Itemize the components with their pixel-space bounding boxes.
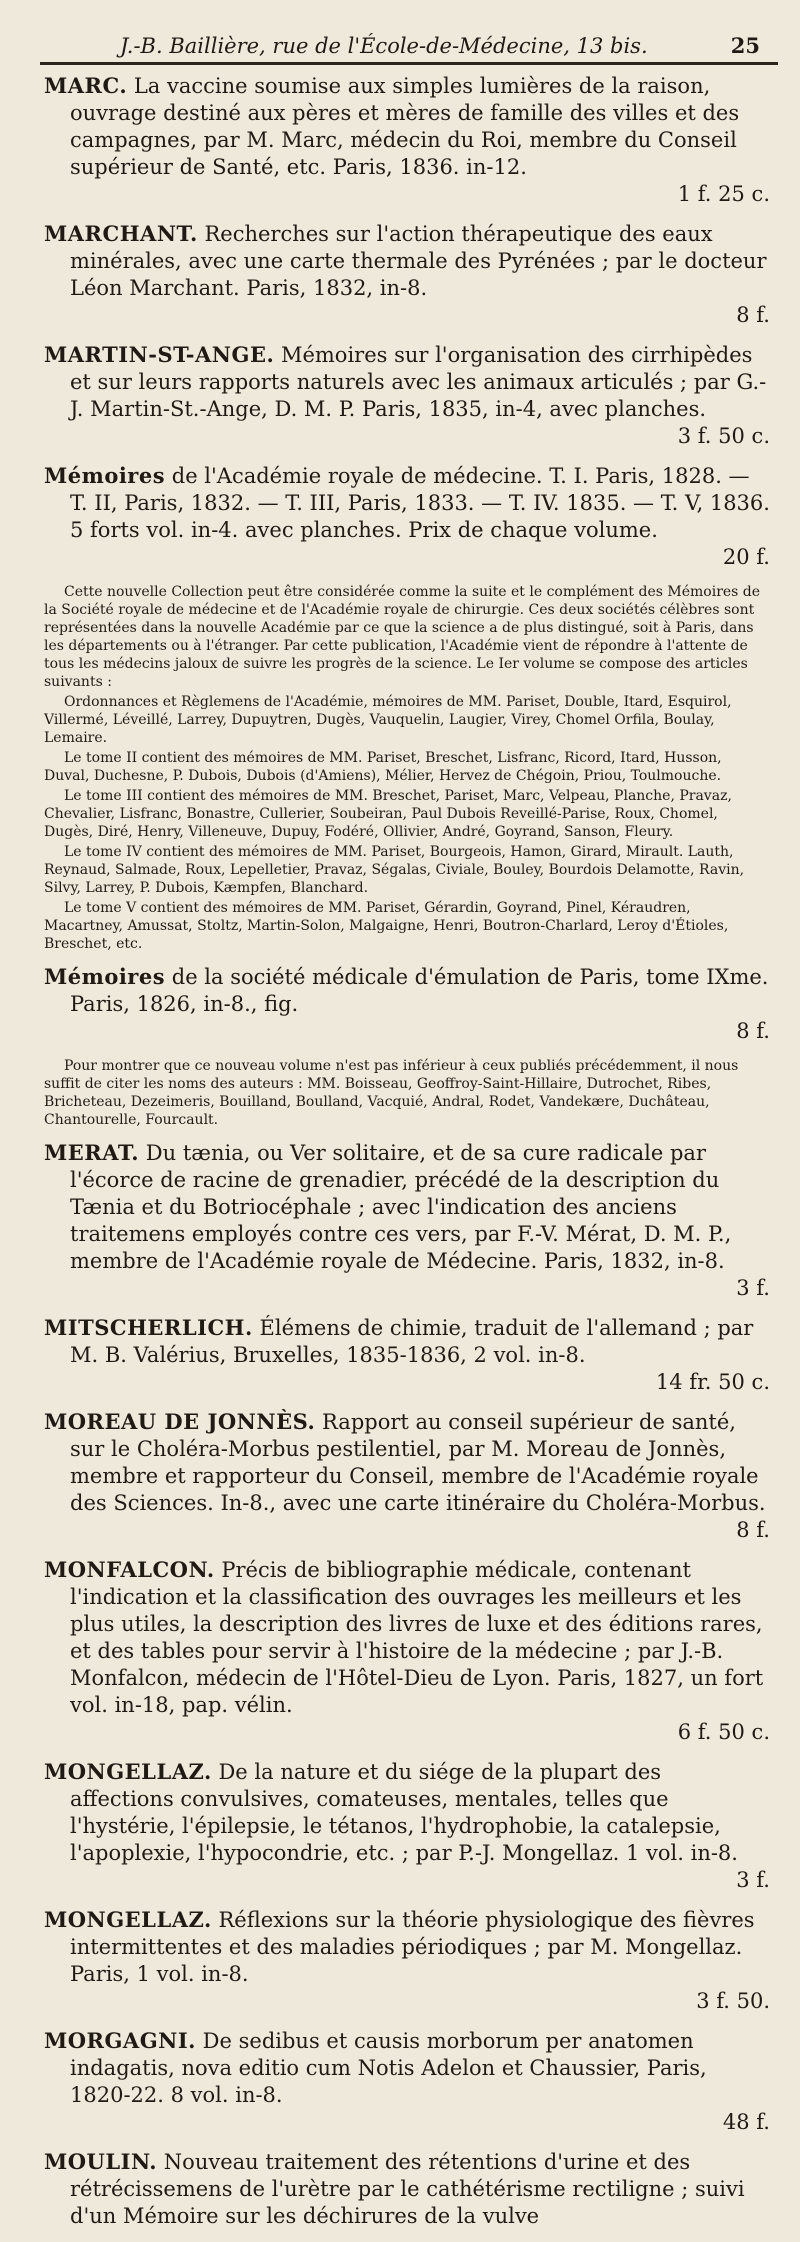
- entry-price: 48 f.: [722, 2110, 770, 2134]
- note-paragraph: Cette nouvelle Collection peut être considérée comme la suite et le complément des Mémoires de la Société royale de médecine et de l'Académie royale de chirurgie. Ces deux sociétés célèbres sont représentées dans la nouvelle Académie par ce que la science a de plus distingué, soit à Paris, dans les départements ou à l'étranger. Par cette publication, l'Académie vient de répondre à l'attente de tous les médecins jaloux de suivre les progrès de la science. Le Ier volume se compose des articles suivants :: [44, 584, 761, 690]
- entry-author: MARC.: [44, 73, 128, 98]
- running-header: [120, 26, 760, 58]
- entry-mongellaz-2: [44, 1906, 770, 2015]
- entry-text: De la nature et du siége de la plupart des affections convulsives, comateuses, mentales, telles que l'hystérie, l'épilepsie, le tétanos, l'hydrophobie, la catalepsie, l'apoplexie, l'hypocondrie, etc. ; par P.-J. Mongellaz. 1 vol. in-8.: [70, 1760, 738, 1865]
- entry-price: 3 f. 50.: [696, 1989, 770, 2013]
- entry-moulin: [44, 2148, 770, 2230]
- note-paragraph: Le tome IV contient des mémoires de MM. Pariset, Bourgeois, Hamon, Girard, Mirault. Lauth, Reynaud, Salmade, Roux, Lepelletier, Pravaz, Ségalas, Civiale, Bouley, Bourdois Delamotte, Ravin, Silvy, Larrey, P. Dubois, Kæmpfen, Blanchard.: [44, 844, 745, 896]
- entry-text: La vaccine soumise aux simples lumières de la raison, ouvrage destiné aux pères et mères de famille des villes et des campagnes, par M. Marc, médecin du Roi, membre du Conseil supérieur de Santé, etc. Paris, 1836. in-12.: [70, 74, 740, 179]
- collection-note: [44, 583, 770, 953]
- entry-mitscherlich: [44, 1314, 770, 1396]
- entry-price: 6 f. 50 c.: [677, 1720, 770, 1744]
- entry-price: 8 f.: [736, 1019, 770, 1043]
- entry-marchant: [44, 220, 770, 329]
- entry-text: De sedibus et causis morborum per anatomen indagatis, nova editio cum Notis Adelon et Chaussier, Paris, 1820-22. 8 vol. in-8.: [70, 2029, 707, 2107]
- entry-text: Nouveau traitement des rétentions d'urine et des rétrécissemens de l'urètre par le cathétérisme rectiligne ; suivi d'un Mémoire sur les déchirures de la vulve: [70, 2150, 745, 2228]
- note-paragraph: Pour montrer que ce nouveau volume n'est pas inférieur à ceux publiés précédemment, il nous suffit de citer les noms des auteurs : MM. Boisseau, Geoffroy-Saint-Hillaire, Dutrochet, Ribes, Bricheteau, Dezeimeris, Bouilland, Boulland, Vacquié, Andral, Rodet, Vandekære, Duchâteau, Chantourelle, Fourcault.: [44, 1058, 739, 1128]
- header-rule: [40, 62, 778, 65]
- entry-text: Du tænia, ou Ver solitaire, et de sa cure radicale par l'écorce de racine de grenadier, précédé de la description du Tænia et du Botriocéphale ; avec l'indication des anciens traitemens employés contre ces vers, par F.-V. Mérat, D. M. P., membre de l'Académie royale de Médecine. Paris, 1832, in-8.: [70, 1141, 732, 1273]
- entry-price: 8 f.: [736, 303, 770, 327]
- entry-text: Élémens de chimie, traduit de l'allemand ; par M. B. Valérius, Bruxelles, 1835-1836, 2 vol. in-8.: [70, 1316, 754, 1367]
- entry-memoires-academie: [44, 462, 770, 571]
- entry-author: Mémoires: [44, 964, 166, 989]
- entry-text: de la société médicale d'émulation de Paris, tome IXme. Paris, 1826, in-8., fig.: [70, 965, 769, 1016]
- entry-price: 14 fr. 50 c.: [655, 1370, 770, 1394]
- entry-text: Réflexions sur la théorie physiologique des fièvres intermittentes et des maladies périodiques ; par M. Mongellaz. Paris, 1 vol. in-8.: [70, 1908, 755, 1986]
- entry-martin-st-ange: [44, 341, 770, 450]
- entry-author: MITSCHERLICH.: [44, 1315, 253, 1340]
- entry-author: MERAT.: [44, 1140, 140, 1165]
- entry-mongellaz-1: [44, 1758, 770, 1894]
- running-title: J.-B. Baillière, rue de l'École-de-Médecine, 13 bis.: [120, 34, 648, 58]
- entry-text: de l'Académie royale de médecine. T. I. Paris, 1828. — T. II, Paris, 1832. — T. III, Paris, 1833. — T. IV. 1835. — T. V, 1836. 5 forts vol. in-4. avec planches. Prix de chaque volume.: [70, 464, 770, 542]
- entry-text: Recherches sur l'action thérapeutique des eaux minérales, avec une carte thermale des Pyrénées ; par le docteur Léon Marchant. Paris, 1832, in-8.: [70, 222, 767, 300]
- note-paragraph: Le tome V contient des mémoires de MM. Pariset, Gérardin, Goyrand, Pinel, Kéraudren, Macartney, Amussat, Stoltz, Martin-Solon, Malgaigne, Henri, Boutron-Charlard, Leroy d'Étioles, Breschet, etc.: [44, 900, 729, 952]
- entry-price: 1 f. 25 c.: [677, 182, 770, 206]
- entry-price: 20 f.: [722, 545, 770, 569]
- entry-monfalcon: [44, 1556, 770, 1746]
- entry-text: Précis de bibliographie médicale, contenant l'indication et la classification des ouvrages les meilleurs et les plus utiles, la description des livres de luxe et des éditions rares, et des tables pour servir à l'histoire de la médecine ; par J.-B. Monfalcon, médecin de l'Hôtel-Dieu de Lyon. Paris, 1827, un fort vol. in-18, pap. vélin.: [70, 1558, 764, 1717]
- entry-author: Mémoires: [44, 463, 166, 488]
- entry-morgagni: [44, 2027, 770, 2136]
- catalogue-entries: [44, 72, 770, 2242]
- entry-memoires-societe: [44, 963, 770, 1045]
- note-paragraph: Ordonnances et Règlemens de l'Académie, mémoires de MM. Pariset, Double, Itard, Esquirol, Villermé, Léveillé, Larrey, Dupuytren, Dugès, Vauquelin, Laugier, Virey, Chomel Orfila, Boulay, Lemaire.: [44, 694, 732, 746]
- authors-note: [44, 1057, 770, 1129]
- entry-author: MOREAU DE JONNÈS.: [44, 1409, 316, 1434]
- entry-author: MARCHANT.: [44, 221, 198, 246]
- entry-moreau-de-jonnes: [44, 1408, 770, 1544]
- entry-author: MONFALCON.: [44, 1557, 215, 1582]
- entry-marc: [44, 72, 770, 208]
- entry-text: Mémoires sur l'organisation des cirrhipèdes et sur leurs rapports naturels avec les animaux articulés ; par G.-J. Martin-St.-Ange, D. M. P. Paris, 1835, in-4, avec planches.: [70, 343, 767, 421]
- entry-text: Rapport au conseil supérieur de santé, sur le Choléra-Morbus pestilentiel, par M. Moreau de Jonnès, membre et rapporteur du Conseil, membre de l'Académie royale des Sciences. In-8., avec une carte itinéraire du Choléra-Morbus.: [70, 1410, 766, 1515]
- entry-author: MARTIN-ST-ANGE.: [44, 342, 275, 367]
- entry-author: MONGELLAZ.: [44, 1907, 212, 1932]
- entry-author: MORGAGNI.: [44, 2028, 196, 2053]
- entry-merat: [44, 1139, 770, 1302]
- note-paragraph: Le tome II contient des mémoires de MM. Pariset, Breschet, Lisfranc, Ricord, Itard, Husson, Duval, Duchesne, P. Dubois, Dubois (d'Amiens), Mélier, Hervez de Chégoin, Priou, Toulmouche.: [44, 750, 722, 784]
- page-number: 25: [730, 33, 760, 58]
- entry-author: MONGELLAZ.: [44, 1759, 212, 1784]
- entry-price: 8 f.: [736, 1518, 770, 1542]
- entry-author: MOULIN.: [44, 2149, 158, 2174]
- note-paragraph: Le tome III contient des mémoires de MM. Breschet, Pariset, Marc, Velpeau, Planche, Pravaz, Chevalier, Lisfranc, Bonastre, Cullerier, Soubeiran, Paul Dubois Reveillé-Parise, Roux, Chomel, Dugès, Diré, Henry, Villeneuve, Dupuy, Fodéré, Ollivier, André, Goyrand, Sanson, Fleury.: [44, 788, 732, 840]
- entry-price: 3 f.: [736, 1276, 770, 1300]
- entry-price: 3 f. 50 c.: [677, 424, 770, 448]
- entry-price: 3 f.: [736, 1868, 770, 1892]
